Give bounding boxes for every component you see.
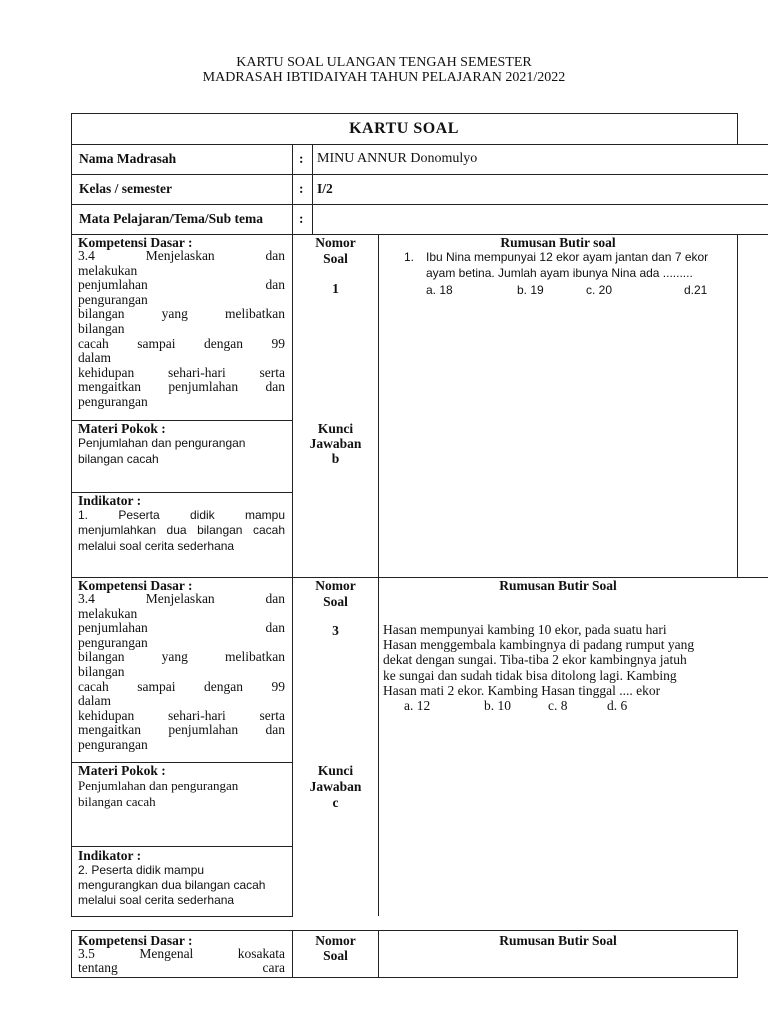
option-a: a. 18: [426, 283, 453, 297]
table-divider: [71, 930, 738, 931]
table-column-divider: [378, 577, 379, 916]
table-divider: [71, 174, 768, 175]
document-title: KARTU SOAL ULANGAN TENGAH SEMESTER: [236, 55, 532, 70]
nomor-label: Nomor: [315, 933, 356, 948]
indikator-label: Indikator :: [78, 848, 142, 863]
kd-line: penjumlahan dan: [78, 277, 285, 293]
colon: :: [299, 211, 304, 226]
kd-line: melakukan: [78, 262, 138, 278]
kunci-label: Jawaban: [309, 779, 362, 794]
kd-line: bilangan yang melibatkan: [78, 306, 285, 322]
nomor-value: 3: [332, 623, 339, 638]
kd-line: pengurangan: [78, 736, 148, 752]
kd-line: tentang cara: [78, 960, 285, 975]
table-divider: [71, 916, 293, 917]
kd-text: [78, 592, 285, 753]
kd-line: cacah sampai dengan 99: [78, 335, 285, 351]
kd-line: pengurangan: [78, 393, 148, 409]
table-border-left: [71, 930, 72, 978]
table-border-top: [71, 113, 737, 114]
table-column-divider: [292, 144, 293, 235]
indikator-line: melalui soal cerita sederhana: [78, 539, 235, 553]
table-divider: [71, 204, 768, 205]
materi-line: Penjumlahan dan pengurangan: [78, 436, 246, 450]
kd-label: Kompetensi Dasar :: [78, 933, 193, 948]
colon: :: [299, 151, 304, 166]
colon: :: [299, 181, 304, 196]
kunci-value: c: [332, 795, 339, 810]
kd-line: mengaitkan penjumlahan dan: [78, 722, 285, 738]
kunci-label: Jawaban: [309, 436, 362, 451]
table-column-divider: [378, 234, 379, 578]
kd-line: bilangan yang melibatkan: [78, 649, 285, 665]
rumusan-label: Rumusan Butir soal: [500, 235, 616, 250]
nomor-label: Soal: [323, 251, 348, 266]
indikator-line: mengurangkan dua bilangan cacah: [78, 878, 266, 892]
kd-line: dalam: [78, 693, 111, 709]
madrasah-label: Nama Madrasah: [79, 151, 177, 166]
nomor-label: Soal: [323, 948, 348, 963]
question-text: [383, 622, 694, 698]
kd-line: pengurangan: [78, 291, 148, 307]
option-b: b. 19: [517, 283, 544, 297]
kd-line: melakukan: [78, 605, 138, 621]
table-border-left: [71, 234, 72, 578]
kd-line: 3.4 Menjelaskan dan: [78, 248, 285, 263]
indikator-line: melalui soal cerita sederhana: [78, 893, 235, 907]
kd-line: kehidupan sehari-hari serta: [78, 707, 285, 723]
table-divider: [71, 846, 293, 847]
mapel-label: Mata Pelajaran/Tema/Sub tema: [79, 211, 263, 226]
kd-line: bilangan: [78, 663, 125, 679]
madrasah-value: MINU ANNUR Donomulyo: [317, 151, 478, 166]
materi-line: bilangan cacah: [78, 794, 156, 809]
question-line: ayam betina. Jumlah ayam ibunya Nina ada .........: [426, 266, 693, 280]
option-b: b. 10: [484, 698, 511, 713]
indikator-label: Indikator :: [78, 493, 142, 508]
document-subtitle: MADRASAH IBTIDAIYAH TAHUN PELAJARAN 2021/2022: [202, 70, 566, 85]
kd-line: penjumlahan dan: [78, 620, 285, 636]
question-line: Hasan menggembala kambingnya di padang rumput yang: [383, 637, 695, 653]
materi-label: Materi Pokok :: [78, 421, 166, 436]
kelas-label: Kelas / semester: [79, 181, 172, 196]
card-title: KARTU SOAL: [349, 120, 459, 137]
kunci-label: Kunci: [317, 421, 354, 436]
question-line: dekat dengan sungai. Tiba-tiba 2 ekor kambingnya jatuh: [383, 652, 687, 668]
option-d: d.21: [684, 283, 708, 297]
table-border-right: [737, 930, 738, 978]
table-border-bottom: [71, 977, 738, 978]
kd-line: bilangan: [78, 320, 125, 336]
kd-line: cacah sampai dengan 99: [78, 678, 285, 694]
kd-label: Kompetensi Dasar :: [78, 578, 193, 593]
option-c: c. 8: [548, 698, 568, 713]
nomor-label: Soal: [323, 594, 348, 609]
question-line: ke sungai dan sudah tidak bisa ditolong lagi. Kambing: [383, 667, 677, 683]
table-column-divider: [312, 144, 313, 235]
materi-line: bilangan cacah: [78, 452, 159, 466]
kd-line: 3.5 Mengenal kosakata: [78, 946, 285, 961]
option-a: a. 12: [404, 698, 431, 713]
question-number: 1.: [404, 250, 415, 264]
table-border-right: [737, 113, 738, 144]
kd-label: Kompetensi Dasar :: [78, 235, 193, 250]
question-line: Ibu Nina mempunyai 12 ekor ayam jantan dan 7 ekor: [426, 250, 709, 264]
materi-line: Penjumlahan dan pengurangan: [78, 778, 239, 793]
indikator-line: 2. Peserta didik mampu: [78, 863, 205, 877]
question-line: Hasan mempunyai kambing 10 ekor, pada suatu hari: [383, 622, 667, 637]
indikator-line: menjumlahkan dua bilangan cacah: [78, 523, 285, 537]
nomor-label: Nomor: [315, 235, 356, 250]
kd-line: pengurangan: [78, 634, 148, 650]
materi-label: Materi Pokok :: [78, 763, 166, 778]
rumusan-label: Rumusan Butir Soal: [499, 578, 617, 593]
kd-line: kehidupan sehari-hari serta: [78, 364, 285, 380]
kd-line: dalam: [78, 350, 111, 366]
kd-text: [78, 249, 285, 410]
kunci-value: b: [331, 451, 340, 466]
kd-line: mengaitkan penjumlahan dan: [78, 379, 285, 395]
rumusan-label: Rumusan Butir Soal: [499, 933, 617, 948]
indikator-line: 1. Peserta didik mampu: [78, 508, 285, 522]
option-d: d. 6: [607, 698, 628, 713]
kelas-value: I/2: [317, 181, 333, 196]
kunci-label: Kunci: [317, 763, 354, 778]
question-line: Hasan mati 2 ekor. Kambing Hasan tinggal .... ekor: [383, 682, 661, 698]
table-border-left: [71, 577, 72, 916]
nomor-value: 1: [332, 281, 339, 296]
kd-line: 3.4 Menjelaskan dan: [78, 591, 285, 606]
table-divider: [71, 144, 768, 145]
option-c: c. 20: [586, 283, 613, 297]
table-border-right: [737, 234, 738, 578]
nomor-label: Nomor: [315, 578, 356, 593]
